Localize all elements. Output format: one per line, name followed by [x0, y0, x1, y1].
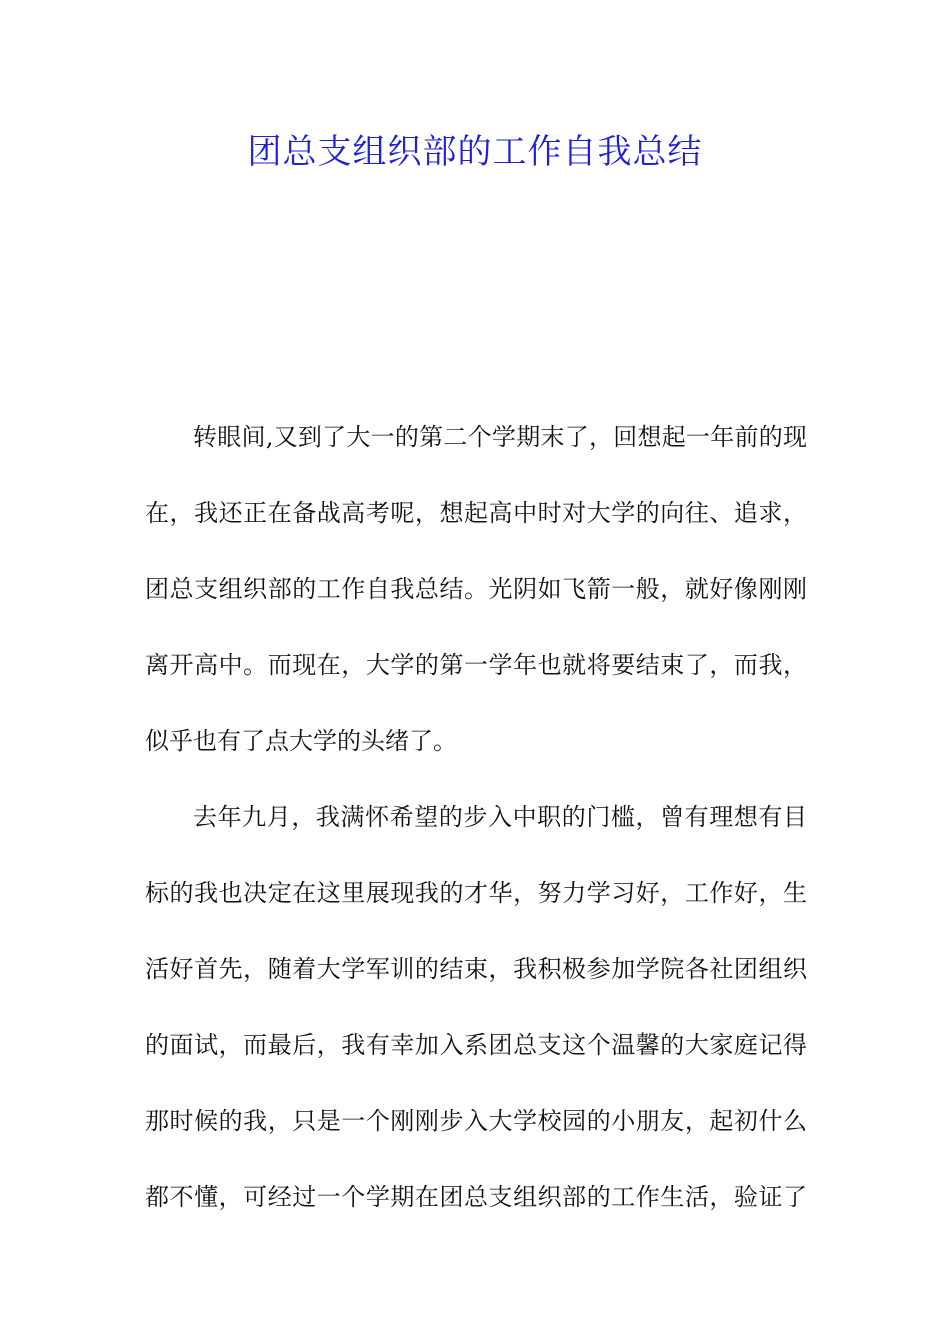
paragraph-2 — [145, 790, 807, 1246]
paragraph-line: 转眼间,又到了大一的第二个学期末了，回想起一年前的现 — [193, 423, 807, 451]
document-body — [145, 410, 807, 1246]
paragraph-1 — [145, 410, 807, 790]
paragraph-line: 那时候的我，只是一个刚刚步入大学校园的小朋友，起初什么 — [145, 1107, 807, 1135]
paragraph-line: 在，我还正在备战高考呢，想起高中时对大学的向往、追求， — [145, 499, 807, 527]
paragraph-line: 去年九月，我满怀希望的步入中职的门槛，曾有理想有目 — [193, 803, 807, 831]
paragraph-line: 活好首先，随着大学军训的结束，我积极参加学院各社团组织 — [145, 955, 807, 983]
document-title: 团总支组织部的工作自我总结 — [247, 132, 703, 172]
paragraph-line: 标的我也决定在这里展现我的才华，努力学习好，工作好，生 — [145, 879, 807, 907]
paragraph-line: 团总支组织部的工作自我总结。光阴如飞箭一般，就好像刚刚 — [145, 575, 807, 603]
paragraph-line: 都不懂，可经过一个学期在团总支组织部的工作生活，验证了 — [145, 1183, 807, 1211]
paragraph-line: 离开高中。而现在，大学的第一学年也就将要结束了，而我， — [145, 651, 807, 679]
paragraph-line: 的面试，而最后，我有幸加入系团总支这个温馨的大家庭记得 — [145, 1031, 807, 1059]
paragraph-line: 似乎也有了点大学的头绪了。 — [145, 727, 457, 755]
